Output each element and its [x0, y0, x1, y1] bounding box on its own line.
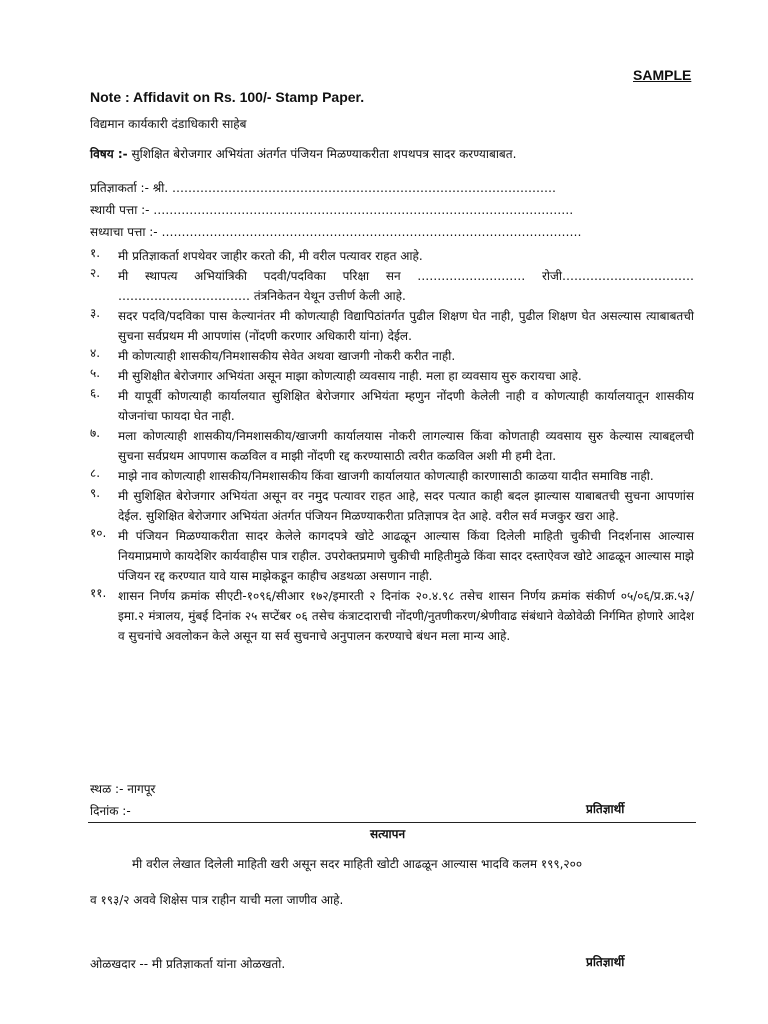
item-number: १.	[90, 246, 101, 260]
subject-label: विषय :-	[90, 147, 128, 161]
sample-label: SAMPLE	[633, 67, 692, 83]
addressee: विद्यमान कार्यकारी दंडाधिकारी साहेब	[90, 117, 247, 131]
item-number: ७.	[90, 426, 101, 440]
date-line: दिनांक :-	[90, 804, 131, 818]
place-line: स्थळ :- नागपूर	[90, 782, 156, 796]
item-number: ११.	[90, 586, 107, 600]
item-text: मी कोणत्याही शासकीय/निमशासकीय सेवेत अथवा खाजगी नोकरी करीत नाही.	[118, 349, 456, 363]
item-number: ८.	[90, 466, 101, 480]
stamp-paper-note: Note : Affidavit on Rs. 100/- Stamp Paper.	[90, 89, 365, 105]
item-text: मी यापूर्वी कोणत्याही कार्यालयात सुशिक्षित बेरोजगार अभियंता म्हणुन नोंदणी केलेली नाही व कोणत्याही कार्यालयातून शासकीय योजनांचा फायदा घेत नाही.	[118, 389, 694, 423]
item-text: माझे नाव कोणत्याही शासकीय/निमशासकीय किंवा खाजगी कार्यालयात कोणत्याही कारणासाठी काळया यादीत समाविष्ठ नाही.	[118, 469, 654, 483]
verification-title: सत्यापन	[370, 827, 406, 841]
declaration-item	[90, 486, 694, 526]
declaration-item	[90, 346, 694, 366]
declaration-item	[90, 246, 694, 266]
item-text: मी सुशिक्षित बेरोजगार अभियंता असून वर नमुद पत्यावर राहत आहे, सदर पत्यात काही बदल झाल्यास याबाबतची सुचना आपणांस देईल. सुशिक्षित बेरोजगार अभियंता अंतर्गत पंजियन मिळण्याकरीता प्रतिज्ञापत्र देत आहे. वरील सर्व मजकुर खरा आहे.	[118, 489, 694, 523]
verification-text-line-1: मी वरील लेखात दिलेली माहिती खरी असून सदर माहिती खोटी आढळून आल्यास भादवि कलम १९९,२००	[132, 857, 583, 871]
verification-text-line-2: व १९३/२ अववे शिक्षेस पात्र राहीन याची मला जाणीव आहे.	[90, 893, 344, 907]
item-number: ४.	[90, 346, 101, 360]
item-number: २.	[90, 266, 101, 280]
deponent-signature-label: प्रतिज्ञार्थी	[586, 802, 625, 816]
declaration-item	[90, 426, 694, 466]
declaration-item	[90, 586, 694, 646]
item-text: मला कोणत्याही शासकीय/निमशासकीय/खाजगी कार्यालयास नोकरी लागल्यास किंवा कोणताही व्यवसाय सुरु केल्यास त्याबद्दलची सुचना सर्वप्रथम आपणास कळविल व माझी नोंदणी रद्द करण्यासाठी त्वरीत कळविल अशी मी हमी देता.	[118, 429, 694, 463]
item-text: सदर पदवि/पदविका पास केल्यानंतर मी कोणत्याही विद्यापिठांतर्गत पुढील शिक्षण घेत नाही, पुढील शिक्षण घेत असल्यास त्याबाबतची सुचना सर्वप्रथम मी आपणांस (नोंदणी करणार अधिकारी यांना) देईल.	[118, 309, 694, 343]
declaration-item	[90, 466, 694, 486]
item-number: ३.	[90, 306, 101, 320]
subject-line	[90, 147, 516, 161]
subject-text: सुशिक्षित बेरोजगार अभियंता अंतर्गत पंजियन मिळण्याकरीता शपथपत्र सादर करण्याबाबत.	[131, 147, 517, 161]
item-number: ६.	[90, 386, 101, 400]
item-text: मी स्थापत्य अभियांत्रिकी पदवी/पदविका परिक्षा सन ……………………… रोजी…………………………… …………………………… तंत्रनिकेतन येथून उत्तीर्ण केली आहे.	[118, 269, 694, 303]
declaration-item	[90, 526, 694, 586]
verification-signature-label: प्रतिज्ञार्थी	[586, 955, 625, 969]
declaration-item	[90, 266, 694, 306]
item-text: मी पंजियन मिळण्याकरीता सादर केलेले कागदपत्रे खोटे आढळून आल्यास किंवा दिलेली माहिती चुकीची निदर्शनास आल्यास नियमाप्रमाणे कायदेशिर कार्यवाहीस पात्र राहील. उपरोक्तप्रमाणे चुकीची माहितीमुळे किंवा सादर दस्ताऐवज खोटे आढळून आल्यास माझे पंजियन रद्द करण्यात यावे यास माझेकडून काहीच अडथळा असणान नाही.	[118, 529, 694, 583]
current-address-field: सध्याचा पत्ता :- ……………………………………………………………………………………………	[90, 225, 582, 239]
declaration-list	[90, 246, 694, 646]
declaration-item	[90, 306, 694, 346]
item-text: मी सुशिक्षीत बेरोजगार अभियंता असून माझा कोणत्याही व्यवसाय नाही. मला हा व्यवसाय सुरु करायचा आहे.	[118, 369, 582, 383]
declaration-item	[90, 386, 694, 426]
permanent-address-field: स्थायी पत्ता :- ……………………………………………………………………………………………	[90, 203, 574, 217]
item-number: ५.	[90, 366, 101, 380]
item-number: १०.	[90, 526, 107, 540]
declaration-item	[90, 366, 694, 386]
deponent-field: प्रतिज्ञाकर्ता :- श्री. ……………………………………………………………………………………	[90, 181, 556, 195]
item-text: मी प्रतिज्ञाकर्ता शपथेवर जाहीर करतो की, मी वरील पत्यावर राहत आहे.	[118, 249, 423, 263]
identifier-line: ओळखदार -- मी प्रतिज्ञाकर्ता यांना ओळखतो.	[90, 957, 286, 971]
item-number: ९.	[90, 486, 101, 500]
item-text: शासन निर्णय क्रमांक सीएटी-१०९६/सीआर १७२/इमारती २ दिनांक २०.४.९८ तसेच शासन निर्णय क्रमांक संकीर्ण ०५/०६/प्र.क्र.५३/इमा.२ मंत्रालय, मुंबई दिनांक २५ सप्टेंबर ०६ तसेच कंत्राटदाराची नोंदणी/नुतणीकरण/श्रेणीवाढ संबंधाने वेळोवेळी निर्गमित होणारे आदेश व सुचनांचे अवलोकन केले असून या सर्व सुचनाचे अनुपालन करण्याचे बंधन मला मान्य आहे.	[118, 589, 694, 643]
section-divider	[88, 822, 696, 823]
